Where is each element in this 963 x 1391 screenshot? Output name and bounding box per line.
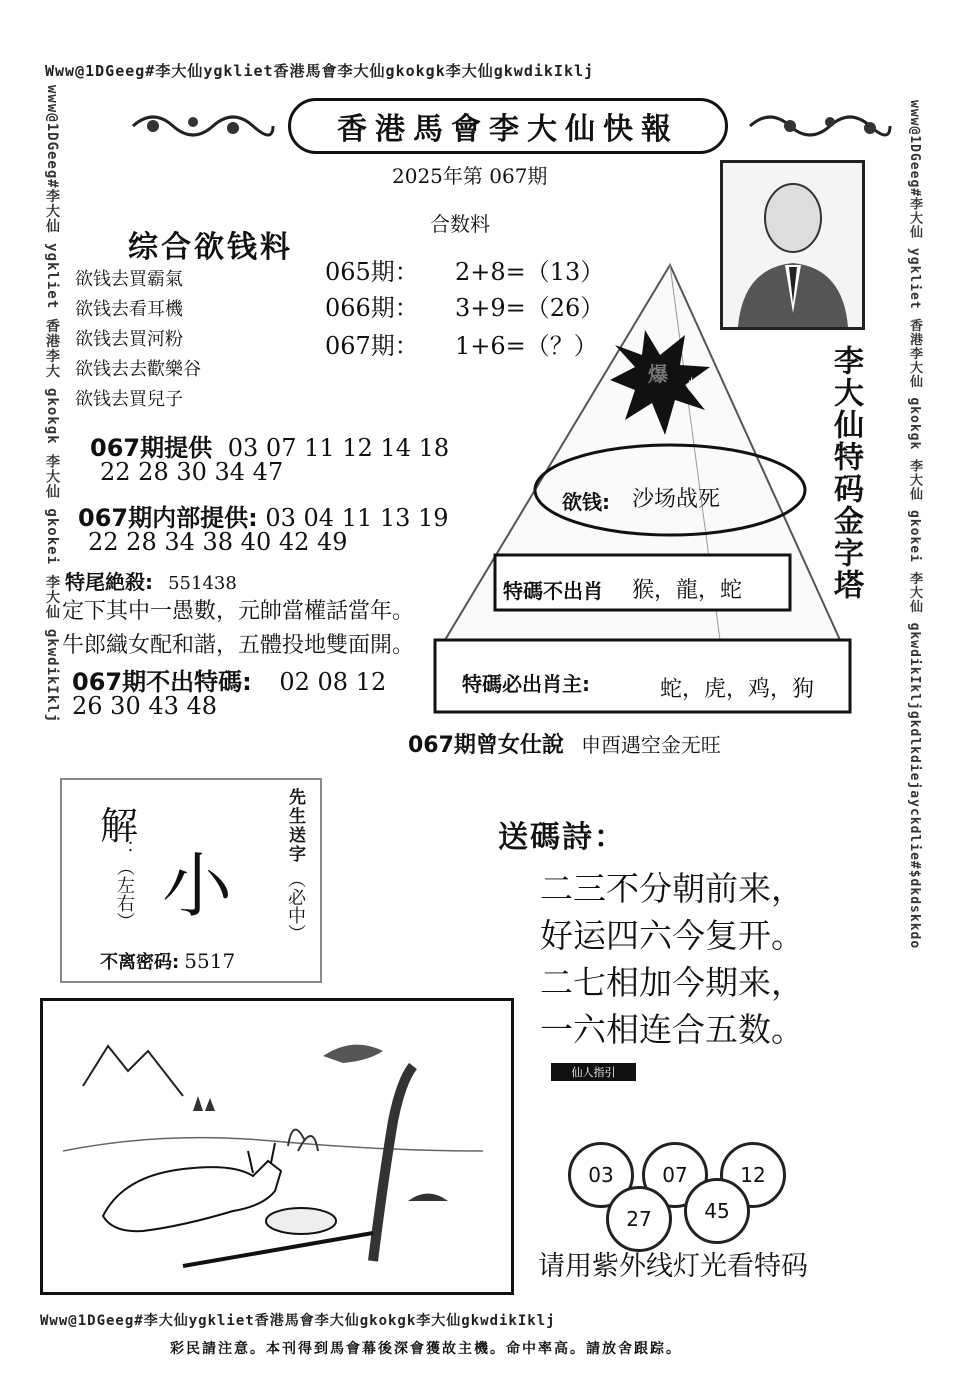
secret-label: 不离密码: — [100, 952, 180, 973]
number-ball: 27 — [606, 1186, 672, 1252]
yuqian-item: 欲钱去買河粉 — [75, 329, 183, 350]
yuqian-item: 欲钱去買霸氣 — [75, 269, 183, 290]
verse-line: 牛郎織女配和諧，五體投地雙面開。 — [62, 633, 415, 658]
not-out-label: 特碼不出肖 — [503, 579, 603, 603]
provide-numbers: 03 07 11 12 14 18 — [227, 434, 450, 462]
poem-stamp: 仙人指引 — [551, 1063, 636, 1081]
watermark-bottom: Www@1DGeeg#李大仙ygkliet香港馬會李大仙gkokgk李大仙gkwdikIklj — [40, 1313, 556, 1329]
jie-side-note: （必中） — [285, 870, 306, 942]
number-ball: 07 — [642, 1142, 708, 1208]
poem-line: 二七相加今期来， — [540, 963, 804, 1002]
watermark-right: www@1DGeeg#李大仙 ygkliet 香港李大仙 gkokgk 李大仙 gkokei 李大仙 gkwdikIkljgkdlkdiejayckdlie#$dkdskkdo — [907, 100, 922, 950]
pyramid-yuqian-label: 欲钱: — [562, 490, 610, 514]
yuqian-heading: 综合欲钱料 — [128, 230, 293, 265]
internal-numbers: 03 04 11 13 19 — [265, 504, 449, 532]
jie-side-label: 先生送字 — [285, 788, 305, 864]
poem-line: 好运四六今复开。 — [540, 916, 804, 955]
watermark-left: www@1DGeeg#李大仙 ygkliet 香港李大 gkokgk 李大仙 gkokei 李大仙 gkwdikIklj — [44, 85, 60, 724]
heshu-row-formula: 3+9=（26） — [455, 294, 605, 322]
heshu-row-period: 067期： — [325, 332, 419, 360]
zeng-value: 申酉遇空金无旺 — [580, 733, 721, 757]
not-out-value: 猴，龍，蛇 — [632, 578, 743, 603]
pyramid-title: 李大仙特码金字塔 — [828, 345, 863, 601]
yuqian-item: 欲钱去去歡樂谷 — [75, 359, 201, 380]
must-out-value: 蛇，虎，鸡，狗 — [660, 677, 815, 702]
internal-label: 067期内部提供: — [78, 504, 258, 532]
jie-big-char: 小 — [162, 845, 232, 927]
provide-label: 067期提供 — [90, 434, 213, 462]
jie-sub: ：（左右） — [114, 840, 135, 930]
poem-heading: 送碼詩： — [498, 820, 626, 855]
number-ball: 45 — [684, 1178, 750, 1244]
heshu-label: 合数料 — [430, 212, 490, 236]
heshu-row-period: 066期： — [325, 294, 419, 322]
heshu-row-period: 065期： — [325, 258, 419, 286]
jie-label: 解 — [100, 804, 139, 848]
footer-notice: 彩民請注意。本刊得到馬會幕後深會獲故主機。命中率高。請放舍跟踪。 — [170, 1341, 682, 1357]
left-ornament — [128, 108, 278, 144]
issue-label: 2025年第 067期 — [392, 164, 548, 188]
no-special-numbers: 26 30 43 48 — [72, 692, 218, 720]
number-ball: 03 — [568, 1142, 634, 1208]
provide-numbers: 22 28 30 34 47 — [100, 458, 284, 486]
watermark-top: Www@1DGeeg#李大仙ygkliet香港馬會李大仙gkokgk李大仙gkwdikIklj — [45, 62, 595, 80]
poem-line: 二三不分朝前来， — [540, 869, 804, 908]
yuqian-item: 欲钱去買兒子 — [75, 389, 183, 410]
uv-note: 请用紫外线灯光看特码 — [538, 1251, 808, 1282]
poem-line: 一六相连合五数。 — [540, 1010, 804, 1049]
zeng-label: 067期曾女仕說 — [408, 733, 564, 758]
pyramid-yuqian-value: 沙场战死 — [632, 487, 721, 512]
ox-illustration — [40, 998, 514, 1295]
number-ball: 12 — [720, 1142, 786, 1208]
tail-kill-label: 特尾絶殺: — [65, 570, 153, 594]
heshu-row-formula: 1+6=（？） — [455, 332, 598, 360]
burst-char: 爆 — [648, 362, 668, 386]
no-special-label: 067期不出特碼: — [72, 668, 252, 696]
heshu-row-formula: 2+8=（13） — [455, 258, 605, 286]
top-zodiac: 蛇 — [688, 376, 704, 394]
page-title: 香港馬會李大仙快報 — [288, 98, 728, 154]
poem-block — [540, 865, 804, 1053]
tail-kill-value: 551438 — [168, 573, 237, 594]
yuqian-item: 欲钱去看耳機 — [75, 299, 183, 320]
verse-line: 定下其中一愚數，元帥當權話當年。 — [62, 599, 415, 624]
yuqian-list — [75, 265, 201, 415]
right-ornament — [745, 108, 895, 144]
secret-value: 5517 — [184, 949, 236, 973]
no-special-numbers: 02 08 12 — [279, 668, 387, 696]
internal-numbers: 22 28 34 38 40 42 49 — [88, 528, 348, 556]
must-out-label: 特碼必出肖主: — [462, 672, 590, 696]
